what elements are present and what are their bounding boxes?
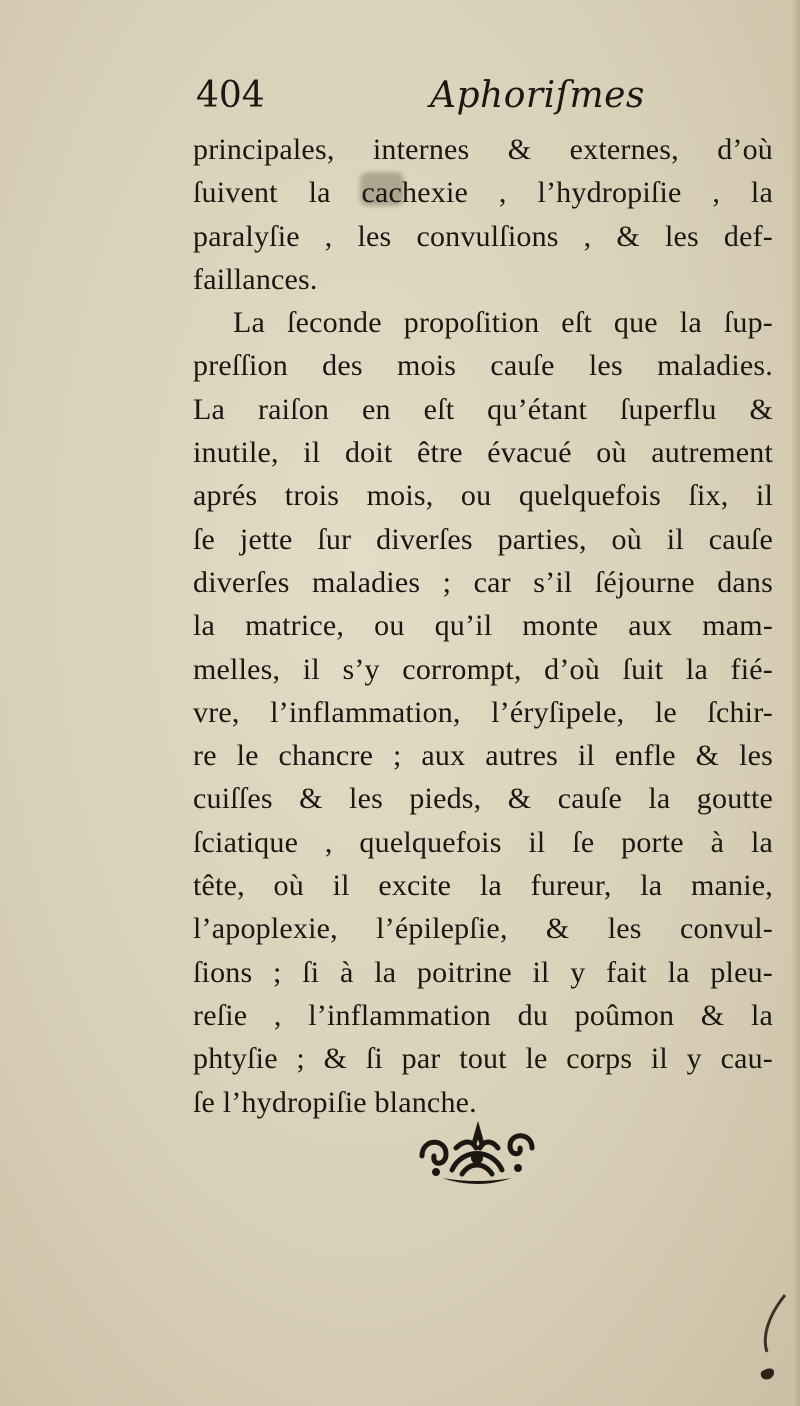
text-line: diverſes maladies ; car s’il ſéjourne dans (193, 565, 773, 599)
body-text (193, 128, 773, 1124)
page-edge (792, 0, 800, 1406)
running-title: Aphoriſmes (430, 75, 645, 116)
text-line: l’apoplexie, l’épilepſie, & les convul- (193, 912, 773, 946)
text-line: ſuivent la cachexie , l’hydropiſie , la (193, 176, 773, 210)
text-line: La ſeconde propoſition eſt que la ſup- (233, 306, 773, 340)
text-line: melles, il s’y corrompt, d’où ſuit la fié- (193, 652, 773, 686)
text-line: ſciatique , quelquefois il ſe porte à la (193, 825, 773, 859)
text-line: principales, internes & externes, d’où (193, 133, 773, 166)
text-line: phtyſie ; & ſi par tout le corps il y cau- (193, 1042, 773, 1076)
text-line: faillances. (193, 262, 318, 296)
text-line: La raiſon en eſt qu’étant ſuperflu & (193, 392, 773, 426)
text-line: re le chancre ; aux autres il enfle & les (193, 739, 773, 773)
text-line: aprés trois mois, ou quelquefois ſix, il (193, 479, 773, 513)
text-line: preſſion des mois cauſe les maladies. (193, 349, 773, 383)
text-line: paralyſie , les convulſions , & les def- (193, 219, 773, 253)
text-line: ſe l’hydropiſie blanche. (193, 1085, 477, 1119)
text-line: la matrice, ou qu’il monte aux mam- (193, 609, 773, 643)
text-line: tête, où il excite la fureur, la manie, (193, 869, 773, 903)
page-number: 404 (196, 75, 265, 116)
text-line: ſions ; ſi à la poitrine il y fait la pleu- (193, 955, 773, 989)
text-line: inutile, il doit être évacué où autrement (193, 436, 773, 470)
page-corner-mark-icon (755, 1290, 795, 1390)
text-line: ſe jette ſur diverſes parties, où il cauſe (193, 522, 773, 556)
fleuron-ornament-icon (412, 1118, 542, 1188)
page-header (196, 74, 756, 130)
text-line: reſie , l’inflammation du poûmon & la (193, 998, 773, 1032)
text-line: vre, l’inflammation, l’éryſipele, le ſchir- (193, 695, 773, 729)
text-line: cuiſſes & les pieds, & cauſe la goutte (193, 782, 773, 816)
